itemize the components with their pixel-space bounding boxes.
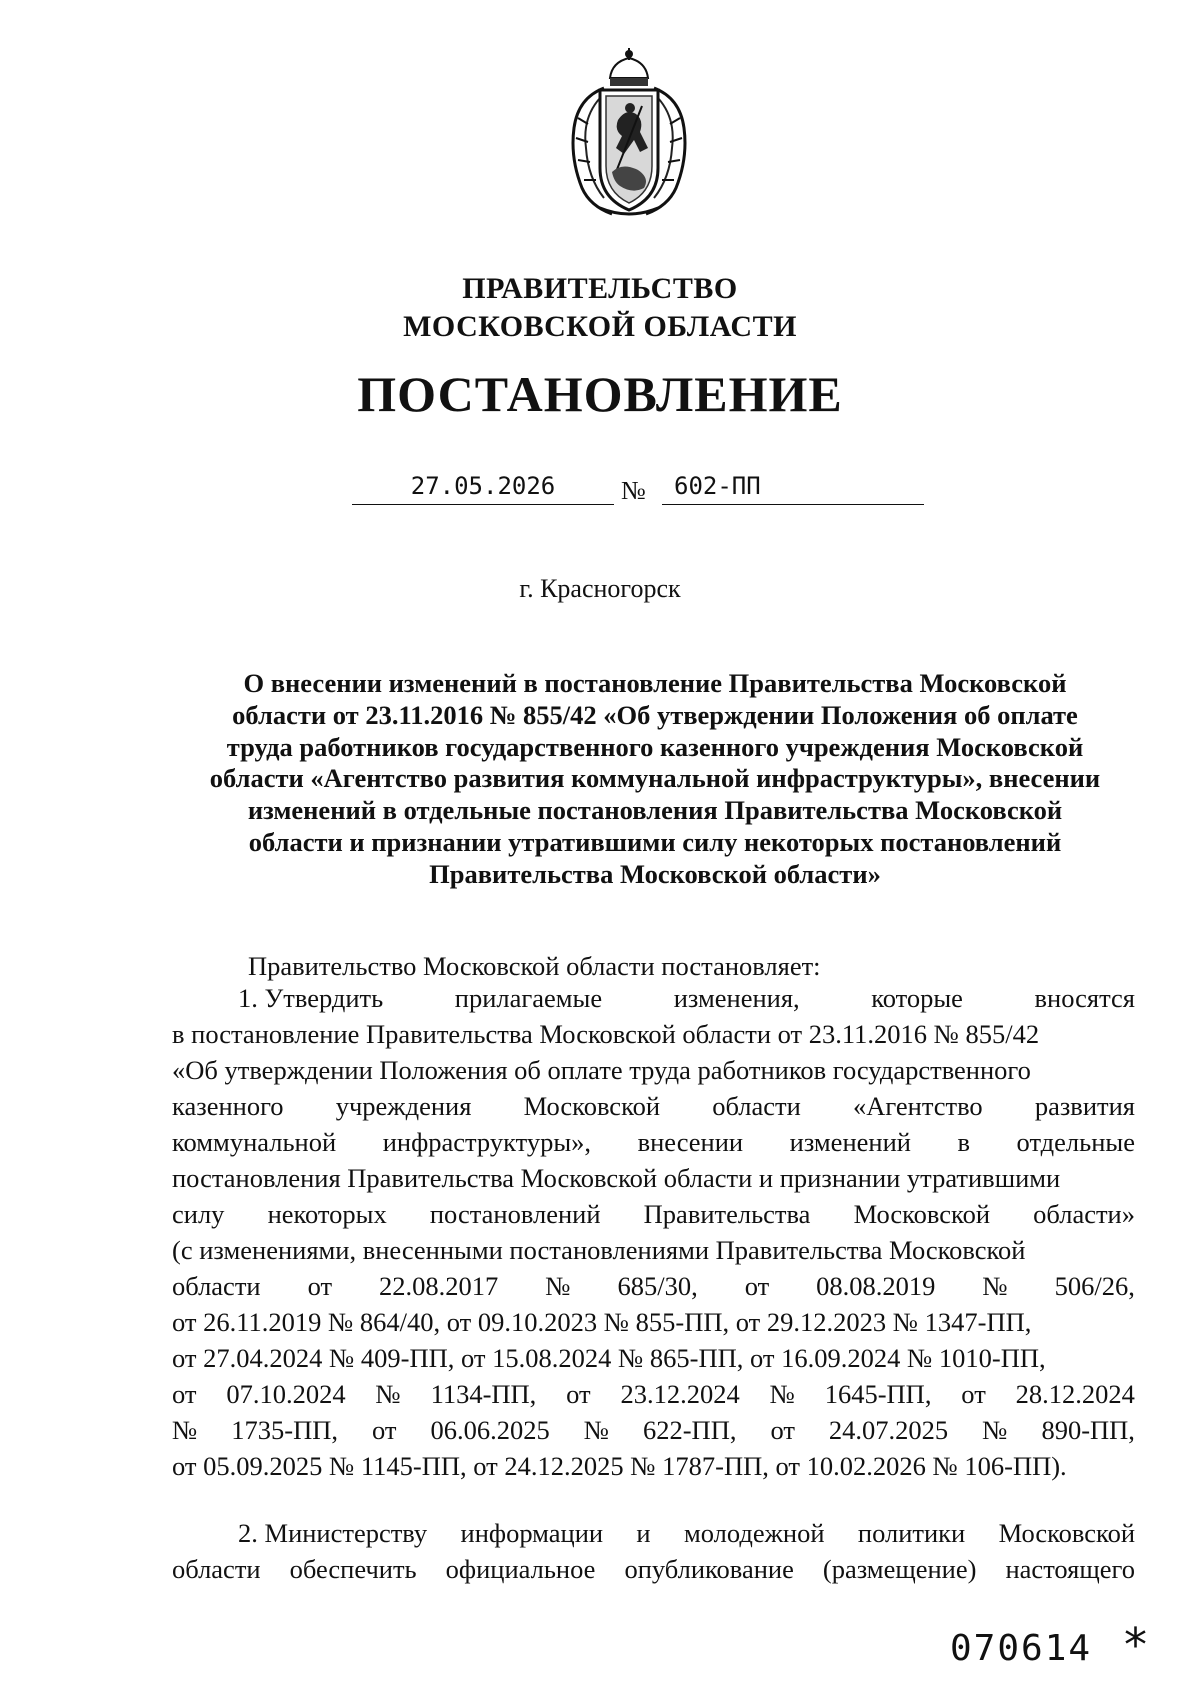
paragraph-line: [172, 1376, 1135, 1412]
document-date: 27.05.2026: [410, 472, 556, 500]
text-segment: изменения,: [673, 983, 800, 1013]
document-number: 602-ПП: [674, 472, 761, 500]
text-segment: №: [545, 1271, 571, 1301]
text-segment: 23.12.2024: [620, 1379, 740, 1409]
paragraph-line: [172, 1052, 1135, 1088]
text-segment: области»: [1033, 1199, 1135, 1229]
text-segment: 07.10.2024: [226, 1379, 346, 1409]
paragraph-line: [172, 1268, 1135, 1304]
coat-of-arms-icon: [560, 48, 698, 220]
subject-line: изменений в отдельные постановления Правительства Московской: [247, 795, 1063, 826]
paragraph-line: [172, 1448, 1135, 1484]
text-segment: инфраструктуры»,: [382, 1127, 592, 1157]
paragraph-line: [172, 1340, 1135, 1376]
paragraph-line: [172, 1551, 1135, 1587]
text-segment: 24.07.2025: [828, 1415, 949, 1445]
text-segment: от: [372, 1415, 397, 1445]
footer-mark: *: [1124, 1618, 1147, 1672]
subject-line: труда работников государственного казенного учреждения Московской: [226, 731, 1084, 762]
text-segment: «Агентство: [852, 1091, 983, 1121]
text-segment: от: [566, 1379, 591, 1409]
text-segment: в постановление Правительства Московской области от 23.11.2016 № 855/42: [172, 1019, 1040, 1049]
text-segment: №: [982, 1415, 1008, 1445]
text-segment: области: [712, 1091, 801, 1121]
text-segment: настоящего: [1005, 1554, 1135, 1584]
text-segment: №: [982, 1271, 1008, 1301]
text-segment: в: [957, 1127, 970, 1157]
paragraph-line: [172, 1124, 1135, 1160]
text-segment: области: [172, 1554, 261, 1584]
text-segment: внесении: [637, 1127, 744, 1157]
text-segment: 622-ПП,: [642, 1415, 737, 1445]
text-segment: опубликование: [624, 1554, 794, 1584]
paragraph-line: [172, 1160, 1135, 1196]
text-segment: вносятся: [1034, 983, 1135, 1013]
text-segment: и: [636, 1518, 651, 1548]
text-segment: официальное: [445, 1554, 596, 1584]
organization-name-line2: МОСКОВСКОЙ ОБЛАСТИ: [403, 310, 797, 343]
text-segment: Правительства: [643, 1199, 811, 1229]
text-segment: (с изменениями, внесенными постановлениями Правительства Московской: [172, 1235, 1026, 1265]
text-segment: от: [744, 1271, 770, 1301]
number-field: [662, 468, 924, 505]
text-segment: изменений: [789, 1127, 911, 1157]
document-serial-number: 070614: [950, 1628, 1093, 1669]
text-segment: от: [307, 1271, 333, 1301]
text-segment: от 05.09.2025 № 1145-ПП, от 24.12.2025 № 1787-ПП, от 10.02.2026 № 106-ПП).: [172, 1451, 1067, 1481]
text-segment: №: [583, 1415, 609, 1445]
date-field: [352, 468, 614, 505]
paragraph-line: [172, 980, 1135, 1016]
text-segment: политики: [857, 1518, 966, 1548]
text-segment: 685/30,: [617, 1271, 698, 1301]
text-segment: учреждения: [335, 1091, 472, 1121]
preamble: Правительство Московской области постановляет:: [248, 951, 821, 981]
text-segment: отдельные: [1016, 1127, 1135, 1157]
text-segment: 2. Министерству: [238, 1518, 428, 1548]
text-segment: области: [172, 1271, 261, 1301]
paragraph-line: [172, 1515, 1135, 1551]
paragraph-line: [172, 1196, 1135, 1232]
text-segment: №: [375, 1379, 401, 1409]
number-sign: №: [621, 476, 646, 505]
text-segment: прилагаемые: [454, 983, 603, 1013]
text-segment: 1134-ПП,: [430, 1379, 537, 1409]
text-segment: 08.08.2019: [816, 1271, 936, 1301]
text-segment: развития: [1034, 1091, 1135, 1121]
paragraph-1: [172, 980, 1135, 1484]
text-segment: силу: [172, 1199, 225, 1229]
paragraph-line: [172, 1304, 1135, 1340]
text-segment: от 26.11.2019 № 864/40, от 09.10.2023 № 855-ПП, от 29.12.2023 № 1347-ПП,: [172, 1307, 1032, 1337]
text-segment: №: [172, 1415, 198, 1445]
subject-line: области и признании утратившими силу некоторых постановлений: [248, 826, 1062, 857]
text-segment: 28.12.2024: [1015, 1379, 1135, 1409]
paragraph-line: [172, 1412, 1135, 1448]
organization-name-line1: ПРАВИТЕЛЬСТВО: [462, 272, 738, 305]
text-segment: постановлений: [429, 1199, 601, 1229]
paragraph-line: [172, 1232, 1135, 1268]
paragraph-2: [172, 1515, 1135, 1587]
text-segment: от: [770, 1415, 795, 1445]
paragraph-line: [172, 1016, 1135, 1052]
text-segment: №: [769, 1379, 795, 1409]
text-segment: (размещение): [822, 1554, 977, 1584]
text-segment: 22.08.2017: [379, 1271, 499, 1301]
subject-line: О внесении изменений в постановление Правительства Московской: [243, 668, 1067, 698]
paragraph-line: [172, 1088, 1135, 1124]
text-segment: обеспечить: [289, 1554, 417, 1584]
text-segment: некоторых: [267, 1199, 387, 1229]
text-segment: 1735-ПП,: [231, 1415, 339, 1445]
text-segment: Московской: [998, 1518, 1135, 1548]
subject-line: области от 23.11.2016 № 855/42 «Об утверждении Положения об оплате: [232, 699, 1078, 730]
text-segment: от: [961, 1379, 986, 1409]
text-segment: информации: [460, 1518, 604, 1548]
text-segment: 890-ПП,: [1041, 1415, 1135, 1445]
text-segment: «Об утверждении Положения об оплате труда работников государственного: [172, 1055, 1031, 1085]
text-segment: от 27.04.2024 № 409-ПП, от 15.08.2024 № 865-ПП, от 16.09.2024 № 1010-ПП,: [172, 1343, 1046, 1373]
subject-line: Правительства Московской области»: [429, 858, 881, 889]
text-segment: от: [172, 1379, 197, 1409]
text-segment: 1645-ПП,: [824, 1379, 932, 1409]
text-segment: Московской: [853, 1199, 991, 1229]
text-segment: 506/26,: [1054, 1271, 1135, 1301]
text-segment: казенного: [172, 1091, 284, 1121]
text-segment: которые: [871, 983, 963, 1013]
text-segment: Московской: [523, 1091, 661, 1121]
text-segment: коммунальной: [172, 1127, 337, 1157]
text-segment: молодежной: [683, 1518, 825, 1548]
text-segment: 06.06.2025: [430, 1415, 550, 1445]
subject-line: области «Агентство развития коммунальной инфраструктуры», внесении: [209, 763, 1101, 794]
text-segment: 1. Утвердить: [238, 983, 384, 1013]
document-type-title: ПОСТАНОВЛЕНИЕ: [357, 366, 843, 422]
city-of-issue: г. Красногорск: [519, 574, 681, 603]
text-segment: постановления Правительства Московской области и признании утратившими: [172, 1163, 1061, 1193]
document-subject: [170, 668, 1140, 891]
